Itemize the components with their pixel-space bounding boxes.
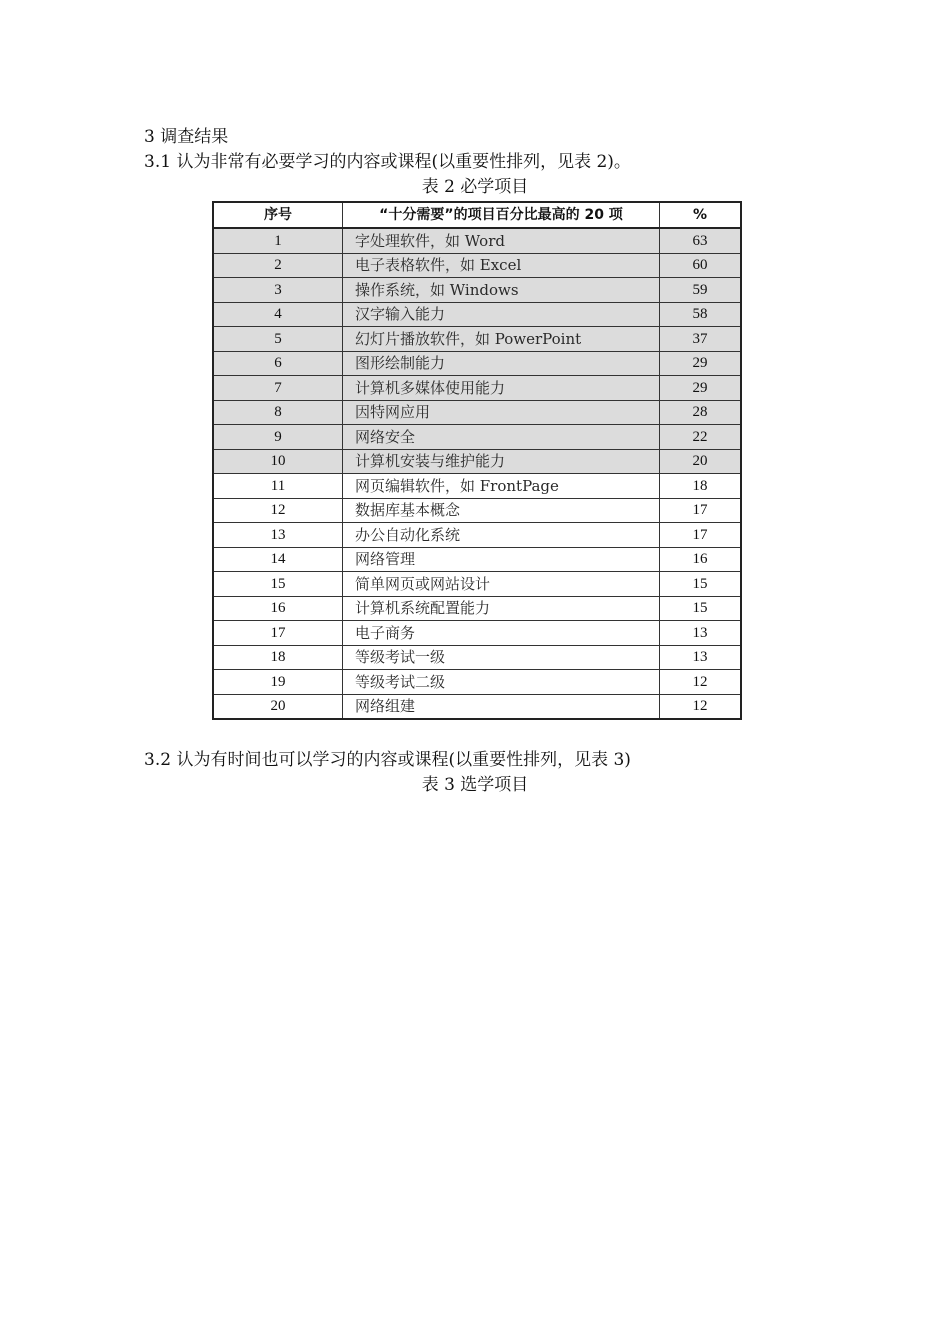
table-2-required-items (212, 201, 742, 720)
table-2-caption: 表 2 必学项目 (421, 177, 529, 197)
row-item: 网页编辑软件，如 FrontPage (343, 474, 660, 499)
row-index: 10 (213, 449, 343, 474)
row-item: 等级考试一级 (343, 645, 660, 670)
row-index: 13 (213, 523, 343, 548)
table-row (213, 547, 741, 572)
row-item: 计算机系统配置能力 (343, 596, 660, 621)
table-header-row (213, 202, 741, 228)
row-item: 字处理软件，如 Word (343, 228, 660, 253)
row-index: 12 (213, 498, 343, 523)
row-index: 3 (213, 278, 343, 303)
table-row (213, 523, 741, 548)
table-row (213, 621, 741, 646)
row-item: 办公自动化系统 (343, 523, 660, 548)
row-percent: 58 (660, 302, 742, 327)
row-percent: 29 (660, 351, 742, 376)
table-row (213, 278, 741, 303)
row-percent: 13 (660, 645, 742, 670)
row-index: 8 (213, 400, 343, 425)
row-percent: 59 (660, 278, 742, 303)
row-index: 9 (213, 425, 343, 450)
row-percent: 17 (660, 523, 742, 548)
row-index: 20 (213, 694, 343, 719)
table-row (213, 253, 741, 278)
header-percent: % (660, 202, 742, 228)
row-index: 19 (213, 670, 343, 695)
row-item: 网络管理 (343, 547, 660, 572)
row-index: 7 (213, 376, 343, 401)
header-item: “十分需要”的项目百分比最高的 20 项 (343, 202, 660, 228)
row-item: 汉字输入能力 (343, 302, 660, 327)
row-index: 2 (213, 253, 343, 278)
table-row (213, 572, 741, 597)
row-percent: 15 (660, 572, 742, 597)
row-percent: 13 (660, 621, 742, 646)
table-row (213, 596, 741, 621)
row-item: 计算机安装与维护能力 (343, 449, 660, 474)
row-percent: 12 (660, 670, 742, 695)
row-percent: 37 (660, 327, 742, 352)
table-row (213, 449, 741, 474)
row-index: 15 (213, 572, 343, 597)
row-index: 11 (213, 474, 343, 499)
table-row (213, 302, 741, 327)
row-percent: 16 (660, 547, 742, 572)
table-row (213, 670, 741, 695)
table-row (213, 351, 741, 376)
row-percent: 29 (660, 376, 742, 401)
row-item: 电子表格软件，如 Excel (343, 253, 660, 278)
row-index: 5 (213, 327, 343, 352)
row-index: 1 (213, 228, 343, 253)
row-item: 等级考试二级 (343, 670, 660, 695)
row-item: 因特网应用 (343, 400, 660, 425)
row-percent: 20 (660, 449, 742, 474)
row-item: 网络组建 (343, 694, 660, 719)
row-index: 14 (213, 547, 343, 572)
section-heading: 3 调查结果 (144, 127, 229, 147)
row-index: 6 (213, 351, 343, 376)
header-index: 序号 (213, 202, 343, 228)
table-row (213, 498, 741, 523)
table-3-caption: 表 3 选学项目 (421, 775, 529, 795)
row-index: 17 (213, 621, 343, 646)
table-row (213, 400, 741, 425)
row-percent: 28 (660, 400, 742, 425)
paragraph-3-2: 3.2 认为有时间也可以学习的内容或课程(以重要性排列，见表 3) (144, 750, 631, 770)
row-item: 计算机多媒体使用能力 (343, 376, 660, 401)
table-row (213, 474, 741, 499)
row-item: 电子商务 (343, 621, 660, 646)
row-percent: 60 (660, 253, 742, 278)
row-item: 网络安全 (343, 425, 660, 450)
row-item: 幻灯片播放软件，如 PowerPoint (343, 327, 660, 352)
row-index: 4 (213, 302, 343, 327)
row-percent: 12 (660, 694, 742, 719)
row-item: 数据库基本概念 (343, 498, 660, 523)
table-row (213, 694, 741, 719)
row-percent: 17 (660, 498, 742, 523)
row-percent: 15 (660, 596, 742, 621)
table-body (213, 228, 741, 719)
table-row (213, 327, 741, 352)
row-index: 18 (213, 645, 343, 670)
row-index: 16 (213, 596, 343, 621)
table-row (213, 645, 741, 670)
paragraph-3-1: 3.1 认为非常有必要学习的内容或课程(以重要性排列，见表 2)。 (144, 152, 631, 172)
table-row (213, 425, 741, 450)
table-row (213, 228, 741, 253)
row-item: 图形绘制能力 (343, 351, 660, 376)
row-percent: 18 (660, 474, 742, 499)
row-item: 简单网页或网站设计 (343, 572, 660, 597)
row-percent: 63 (660, 228, 742, 253)
row-percent: 22 (660, 425, 742, 450)
table-row (213, 376, 741, 401)
row-item: 操作系统，如 Windows (343, 278, 660, 303)
